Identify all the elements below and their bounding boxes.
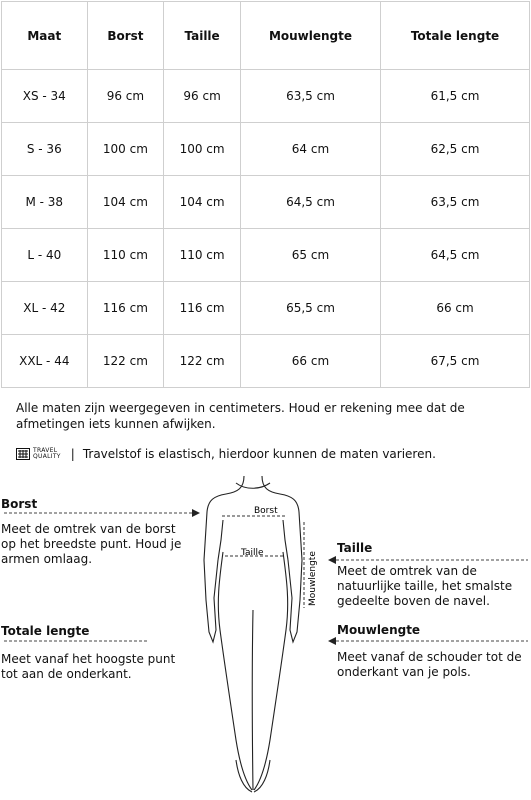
table-cell: M - 38 [2, 176, 88, 229]
header-totale-lengte: Totale lengte [381, 2, 530, 70]
mouwlengte-desc: Meet vanaf de schouder tot de onderkant van je pols. [337, 650, 522, 679]
table-cell: 122 cm [164, 335, 241, 388]
table-cell: 100 cm [164, 123, 241, 176]
figure-label-taille: Taille [241, 548, 264, 558]
travel-quality-logo-line1: TRAVEL [33, 447, 58, 454]
header-taille: Taille [164, 2, 241, 70]
borst-desc: Meet de omtrek van de borst op het breedste punt. Houd je armen omlaag. [1, 522, 182, 566]
table-cell: 122 cm [87, 335, 164, 388]
table-cell: 116 cm [87, 282, 164, 335]
table-cell: 65 cm [240, 229, 380, 282]
table-cell: XS - 34 [2, 70, 88, 123]
totale-lengte-desc: Meet vanaf het hoogste punt tot aan de onderkant. [1, 652, 176, 681]
totale-lengte-title: Totale lengte [1, 624, 90, 638]
table-cell: XL - 42 [2, 282, 88, 335]
taille-desc: Meet de omtrek van de natuurlijke taille, het smalste gedeelte boven de navel. [337, 564, 513, 608]
table-cell: 66 cm [240, 335, 380, 388]
table-cell: 96 cm [87, 70, 164, 123]
travel-quality-logo-line2: QUALITY [33, 453, 61, 460]
table-cell: 63,5 cm [381, 176, 530, 229]
table-cell: 104 cm [87, 176, 164, 229]
table-cell: S - 36 [2, 123, 88, 176]
table-cell: 100 cm [87, 123, 164, 176]
table-cell: 64,5 cm [381, 229, 530, 282]
table-cell: 104 cm [164, 176, 241, 229]
figure-label-borst: Borst [254, 506, 278, 516]
table-cell: 66 cm [381, 282, 530, 335]
taille-title: Taille [337, 541, 373, 555]
table-cell: 110 cm [87, 229, 164, 282]
table-cell: 67,5 cm [381, 335, 530, 388]
header-maat: Maat [2, 2, 88, 70]
header-mouwlengte: Mouwlengte [240, 2, 380, 70]
table-cell: 62,5 cm [381, 123, 530, 176]
travel-quality-text: Travelstof is elastisch, hierdoor kunnen de maten varieren. [82, 447, 436, 461]
table-cell: L - 40 [2, 229, 88, 282]
arrow-mouwlengte [328, 637, 528, 645]
table-cell: 61,5 cm [381, 70, 530, 123]
table-cell: 116 cm [164, 282, 241, 335]
table-cell: 65,5 cm [240, 282, 380, 335]
separator: | [70, 447, 75, 461]
table-cell: XXL - 44 [2, 335, 88, 388]
body-outline [204, 476, 302, 792]
header-borst: Borst [87, 2, 164, 70]
table-cell: 110 cm [164, 229, 241, 282]
measurement-note: Alle maten zijn weergegeven in centimeters. Houd er rekening mee dat de afmetingen iets kunnen afwijken. [16, 401, 465, 431]
table-cell: 64 cm [240, 123, 380, 176]
table-cell: 63,5 cm [240, 70, 380, 123]
mouwlengte-title: Mouwlengte [337, 623, 421, 637]
figure-label-mouwlengte: Mouwlengte [308, 551, 318, 606]
borst-title: Borst [1, 497, 38, 511]
arrow-taille [328, 556, 528, 564]
table-cell: 96 cm [164, 70, 241, 123]
table-cell: 64,5 cm [240, 176, 380, 229]
